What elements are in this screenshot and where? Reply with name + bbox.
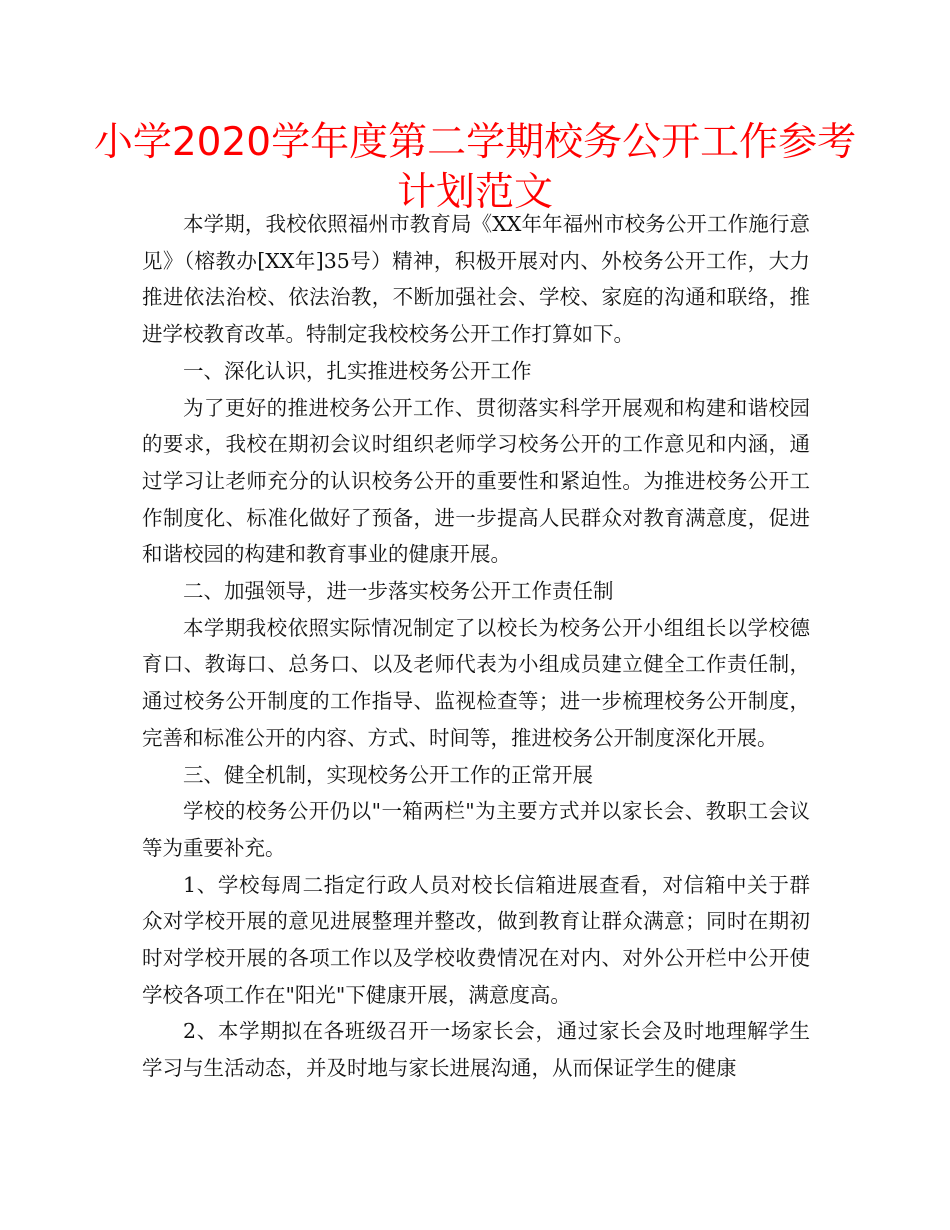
paragraph-item-2: 2、本学期拟在各班级召开一场家长会，通过家长会及时地理解学生学习与生活动态，并及时地与家长进展沟通，从而保证学生的健康	[142, 1019, 810, 1081]
section-heading-3: 三、健全机制，实现校务公开工作的正常开展	[183, 762, 593, 787]
section-heading-2: 二、加强领导，进一步落实校务公开工作责任制	[183, 579, 614, 604]
document-body	[142, 206, 810, 1087]
paragraph-item-1: 1、学校每周二指定行政人员对校长信箱进展查看，对信箱中关于群众对学校开展的意见进展整理并整改，做到教育让群众满意；同时在期初时对学校开展的各项工作以及学校收费情况在对内、对外公开栏中公开使学校各项工作在"阳光"下健康开展，满意度高。	[142, 872, 810, 1007]
document-title: 小学2020学年度第二学期校务公开工作参考计划范文	[93, 120, 857, 215]
paragraph-section-3: 学校的校务公开仍以"一箱两栏"为主要方式并以家长会、教职工会议等为重要补充。	[142, 799, 810, 860]
section-heading-1: 一、深化认识，扎实推进校务公开工作	[183, 358, 532, 383]
paragraph-section-1: 为了更好的推进校务公开工作、贯彻落实科学开展观和构建和谐校园的要求，我校在期初会议时组织老师学习校务公开的工作意见和内涵，通过学习让老师充分的认识校务公开的重要性和紧迫性。为推进校务公开工作制度化、标准化做好了预备，进一步提高人民群众对教育满意度，促进和谐校园的构建和教育事业的健康开展。	[142, 395, 810, 567]
paragraph-intro: 本学期，我校依照福州市教育局《XX年年福州市校务公开工作施行意见》（榕教办[XX年]35号）精神，积极开展对内、外校务公开工作，大力推进依法治校、依法治教，不断加强社会、学校、家庭的沟通和联络，推进学校教育改革。特制定我校校务公开工作打算如下。	[142, 212, 810, 347]
paragraph-section-2: 本学期我校依照实际情况制定了以校长为校务公开小组组长以学校德育口、教诲口、总务口、以及老师代表为小组成员建立健全工作责任制，通过校务公开制度的工作指导、监视检查等；进一步梳理校务公开制度，完善和标准公开的内容、方式、时间等，推进校务公开制度深化开展。	[142, 615, 810, 750]
